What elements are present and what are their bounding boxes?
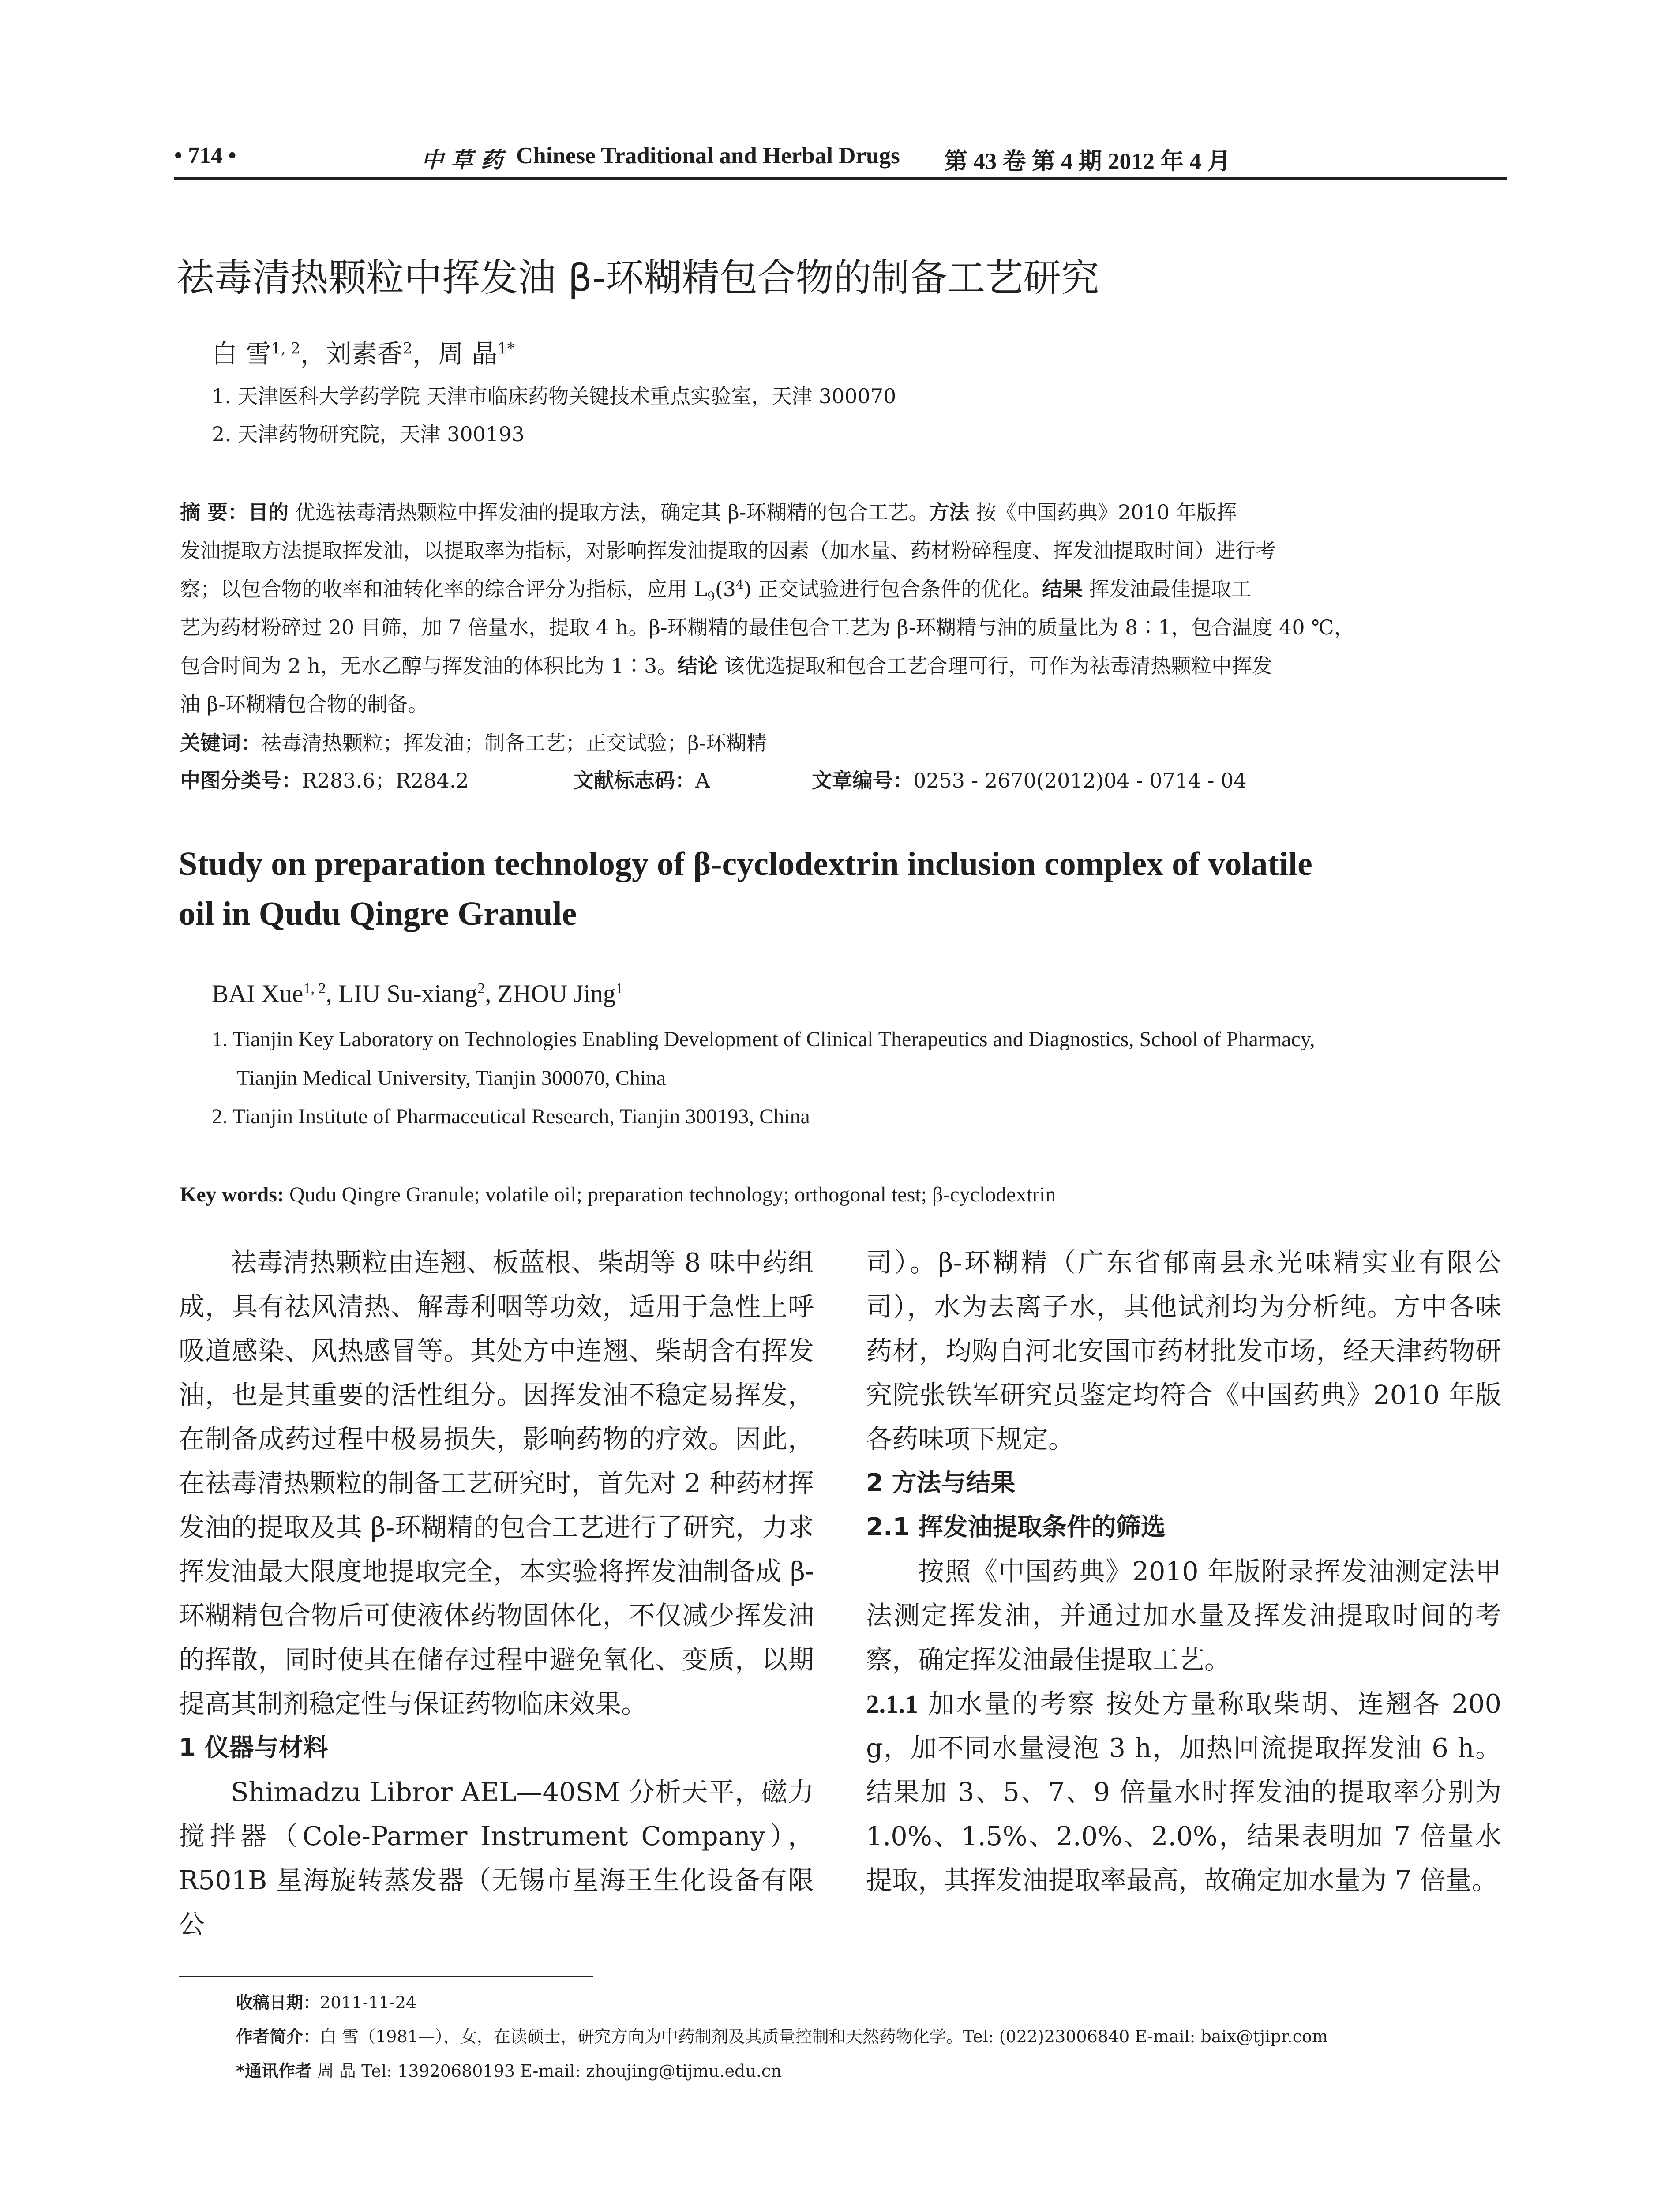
abstract: 摘 要：目的 优选祛毒清热颗粒中挥发油的提取方法，确定其 β-环糊精的包合工艺。方法 按《中国药典》2010 年版挥 发油提取方法提取挥发油，以提取率为指标，对影响挥发油提取的因素（加水量、药材粉碎程度、挥发油提取时间）进行考 察；以包合物的收率和油转化率的综合评分为指标，应用 $L_9(3^4)$ 正交试验进行包合条件的优化。结果 挥发油最佳提取工 艺为药材粉碎过 20 目筛，加 7 倍量水，提取 4 h。β-环糊精的最佳包合工艺为 β-环糊精与油的质量比为 8∶1，包合温度 40 ℃， 包合时间为 2 h，无水乙醇与挥发油的体积比为 1∶3。结论 该优选提取和包合工艺合理可行，可作为祛毒清热颗粒中挥发 油 β-环糊精包合物的制备。 <box>180 500 1354 716</box>
header-rule <box>174 177 1507 180</box>
affiliation-en-2: 2. Tianjin Institute of Pharmaceutical Research, Tianjin 300193, China <box>212 1105 810 1128</box>
section-2-1-paragraph: 按照《中国药典》2010 年版附录挥发油测定法甲法测定挥发油，并通过加水量及挥发油提取时间的考察，确定挥发油最佳提取工艺。 <box>866 1556 1501 1675</box>
affiliation-cn-1: 1. 天津医科大学药学院 天津市临床药物关键技术重点实验室，天津 300070 <box>212 384 896 408</box>
article-number: 文章编号：0253 - 2670(2012)04 - 0714 - 04 <box>812 769 1247 792</box>
footnote-author: 作者简介：白 雪（1981—），女，在读硕士，研究方向为中药制剂及其质量控制和天然药物化学。Tel: (022)23006840 E-mail: baix@tjipr.com <box>236 2027 1328 2046</box>
title-en-line-2: oil in Qudu Qingre Granule <box>179 895 577 932</box>
abstract-method-label: 方法 <box>929 500 970 524</box>
keywords-cn: 关键词：祛毒清热颗粒；挥发油；制备工艺；正交试验；β-环糊精 <box>180 731 767 755</box>
affiliation-en-1: 1. Tianjin Key Laboratory on Technologies Enabling Development of Clinical Therapeutics and Diagnostics, School of Pharmacy, <box>212 1028 1315 1051</box>
footnote-received: 收稿日期：2011-11-24 <box>236 1993 417 2012</box>
page-number: • 714 • <box>174 143 236 168</box>
author-1: 白 雪 <box>212 339 271 369</box>
keywords-en: Key words: Qudu Qingre Granule; volatile oil; preparation technology; orthogonal test; β-cyclodextrin <box>180 1183 1056 1206</box>
body-left-column <box>179 1241 814 1947</box>
affiliation-en-1-cont: Tianjin Medical University, Tianjin 300070, China <box>237 1066 666 1090</box>
journal-name-cn: 中 草 药 <box>421 147 503 173</box>
footnote-rule <box>179 1976 593 1977</box>
abstract-objective-label: 目的 <box>248 500 289 524</box>
title-en-line-1: Study on preparation technology of β-cyclodextrin inclusion complex of volatile <box>179 845 1312 882</box>
abstract-conclusion-label: 结论 <box>677 654 718 678</box>
body-right-column <box>866 1241 1501 1902</box>
section-2-heading: 2 方法与结果 <box>866 1469 1016 1497</box>
title-cn: 祛毒清热颗粒中挥发油 β-环糊精包合物的制备工艺研究 <box>176 256 1099 300</box>
section-2-1-heading: 2.1 挥发油提取条件的筛选 <box>866 1513 1166 1542</box>
section-1-heading: 1 仪器与材料 <box>179 1733 328 1762</box>
abstract-result-label: 结果 <box>1042 577 1083 601</box>
materials-continued: 司）。β-环糊精（广东省郁南县永光味精实业有限公司），水为去离子水，其他试剂均为分析纯。方中各味药材，均购自河北安国市药材批发市场，经天津药物研究院张铁军研究员鉴定均符合《中国药典》2010 年版各药味项下规定。 <box>866 1247 1501 1454</box>
journal-issue: 第 43 卷 第 4 期 2012 年 4 月 <box>944 149 1231 174</box>
classification-number: 中图分类号：R283.6；R284.2 <box>180 769 469 792</box>
section-2-1-1-paragraph: 2.1.1 加水量的考察 按处方量称取柴胡、连翘各 200 g，加不同水量浸泡 3 h，加热回流提取挥发油 6 h。结果加 3、5、7、9 倍量水时挥发油的提取率分别为 1.0%、1.5%、2.0%、2.0%，结果表明加 7 倍量水提取，其挥发油提取率最高，故确定加水量为 7 倍量。 <box>866 1688 1501 1895</box>
materials-paragraph: Shimadzu Libror AEL—40SM 分析天平，磁力搅拌器（Cole-Parmer Instrument Company），R501B 星海旋转蒸发器（无锡市星海王生化设备有限公 <box>179 1777 814 1940</box>
affiliation-cn-2: 2. 天津药物研究院，天津 300193 <box>212 422 525 446</box>
intro-paragraph: 祛毒清热颗粒由连翘、板蓝根、柴胡等 8 味中药组成，具有祛风清热、解毒利咽等功效，适用于急性上呼吸道感染、风热感冒等。其处方中连翘、柴胡含有挥发油，也是其重要的活性组分。因挥发油不稳定易挥发，在制备成药过程中极易损失，影响药物的疗效。因此，在祛毒清热颗粒的制备工艺研究时，首先对 2 种药材挥发油的提取及其 β-环糊精的包合工艺进行了研究，力求挥发油最大限度地提取完全，本实验将挥发油制备成 β-环糊精包合物后可使液体药物固体化，不仅减少挥发油的挥散，同时使其在储存过程中避免氧化、变质，以期提高其制剂稳定性与保证药物临床效果。 <box>179 1247 814 1719</box>
author-3: ，周 晶 <box>412 339 498 369</box>
document-code: 文献标志码：A <box>574 769 710 792</box>
author-2: ，刘素香 <box>300 339 403 369</box>
footnote-corresponding: *通讯作者 周 晶 Tel: 13920680193 E-mail: zhoujing@tijmu.edu.cn <box>236 2061 782 2081</box>
authors-cn: 白 雪$^{1, 2}$，刘素香$^2$，周 晶$^{1*}$ <box>212 339 515 369</box>
authors-en: BAI Xue$^{1, 2}$, LIU Su-xiang$^2$, ZHOU Jing$^1$ <box>212 980 623 1008</box>
journal-name-en: Chinese Traditional and Herbal Drugs <box>516 143 900 169</box>
